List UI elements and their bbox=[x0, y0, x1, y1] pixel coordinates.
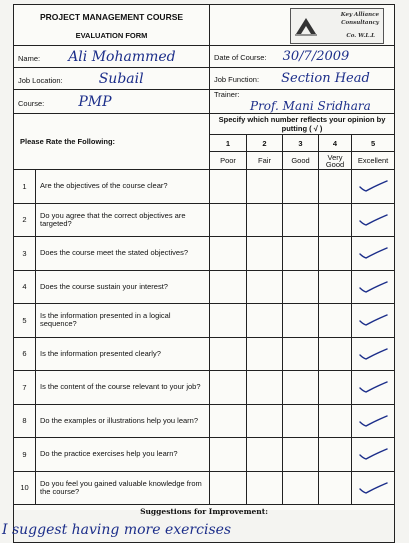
scale-number-1: 1 bbox=[210, 135, 247, 152]
rating-cell-4[interactable] bbox=[319, 170, 352, 204]
rating-cell-2[interactable] bbox=[247, 337, 283, 371]
rating-cell-1[interactable] bbox=[210, 371, 247, 405]
job-location-label: Job Location: bbox=[18, 75, 63, 85]
question-text: Do the examples or illustrations help you learn? bbox=[36, 404, 210, 438]
scale-label-poor: Poor bbox=[210, 152, 247, 170]
evaluation-form-sheet bbox=[2, 4, 394, 538]
course-label: Course: bbox=[18, 98, 45, 108]
rating-cell-1[interactable] bbox=[210, 170, 247, 204]
name-value: Ali Mohammed bbox=[68, 48, 176, 65]
logo-text-line1: Key Alliance bbox=[340, 12, 379, 18]
checkmark-icon bbox=[357, 380, 389, 394]
question-row bbox=[14, 438, 395, 472]
date-label: Date of Course: bbox=[214, 53, 267, 62]
rating-cell-1[interactable] bbox=[210, 404, 247, 438]
checkmark-icon bbox=[357, 481, 389, 495]
question-text: Do the practice exercises help you learn? bbox=[36, 438, 210, 472]
rating-cell-4[interactable] bbox=[319, 471, 352, 505]
job-function-value: Section Head bbox=[281, 71, 370, 86]
rating-cell-4[interactable] bbox=[319, 270, 352, 304]
question-text: Is the information presented clearly? bbox=[36, 337, 210, 371]
rating-cell-3[interactable] bbox=[283, 170, 319, 204]
checkmark-icon bbox=[357, 280, 389, 294]
question-row bbox=[14, 304, 395, 338]
rating-cell-2[interactable] bbox=[247, 203, 283, 237]
suggestions-text: I suggest having more exercises bbox=[2, 522, 232, 538]
scale-label-very-good: Very Good bbox=[319, 152, 352, 170]
rating-cell-5[interactable] bbox=[352, 203, 395, 237]
logo-text-line2: Consultancy bbox=[341, 20, 379, 26]
rating-cell-2[interactable] bbox=[247, 438, 283, 472]
form-header bbox=[14, 5, 210, 46]
scale-number-3: 3 bbox=[283, 135, 319, 152]
checkmark-icon bbox=[357, 347, 389, 361]
rating-cell-3[interactable] bbox=[283, 270, 319, 304]
form-title: PROJECT MANAGEMENT COURSE bbox=[39, 12, 184, 22]
question-row bbox=[14, 337, 395, 371]
trainer-value: Prof. Mani Sridhara bbox=[250, 99, 371, 113]
rating-cell-5[interactable] bbox=[352, 304, 395, 338]
date-value: 30/7/2009 bbox=[282, 49, 350, 64]
question-number: 9 bbox=[14, 438, 36, 472]
rating-prompt: Please Rate the Following: bbox=[14, 114, 210, 170]
question-text: Is the content of the course relevant to your job? bbox=[36, 371, 210, 405]
rating-cell-1[interactable] bbox=[210, 237, 247, 271]
scale-number-5: 5 bbox=[352, 135, 395, 152]
evaluation-form-table bbox=[2, 4, 395, 543]
checkmark-icon bbox=[357, 213, 389, 227]
checkmark-icon bbox=[357, 179, 389, 193]
checkmark-icon bbox=[357, 447, 389, 461]
company-logo bbox=[290, 8, 384, 44]
scale-number-4: 4 bbox=[319, 135, 352, 152]
question-row bbox=[14, 471, 395, 505]
question-text: Do you feel you gained valuable knowledge from the course? bbox=[36, 471, 210, 505]
scale-label-fair: Fair bbox=[247, 152, 283, 170]
rating-cell-2[interactable] bbox=[247, 371, 283, 405]
rating-cell-2[interactable] bbox=[247, 304, 283, 338]
suggestions-title: Suggestions for Improvement: bbox=[14, 505, 395, 519]
question-number: 5 bbox=[14, 304, 36, 338]
rating-cell-2[interactable] bbox=[247, 237, 283, 271]
rating-cell-5[interactable] bbox=[352, 170, 395, 204]
rating-cell-5[interactable] bbox=[352, 471, 395, 505]
rating-cell-5[interactable] bbox=[352, 404, 395, 438]
checkmark-icon bbox=[357, 414, 389, 428]
rating-cell-3[interactable] bbox=[283, 371, 319, 405]
scale-number-2: 2 bbox=[247, 135, 283, 152]
job-location-field[interactable] bbox=[14, 68, 210, 90]
rating-cell-4[interactable] bbox=[319, 304, 352, 338]
question-row bbox=[14, 203, 395, 237]
rating-cell-3[interactable] bbox=[283, 438, 319, 472]
rating-cell-3[interactable] bbox=[283, 237, 319, 271]
form-subtitle: EVALUATION FORM bbox=[75, 31, 148, 40]
question-number: 2 bbox=[14, 203, 36, 237]
question-text: Does the course meet the stated objectives? bbox=[36, 237, 210, 271]
rating-cell-3[interactable] bbox=[283, 203, 319, 237]
rating-cell-2[interactable] bbox=[247, 404, 283, 438]
name-field[interactable] bbox=[14, 46, 210, 68]
question-number: 7 bbox=[14, 371, 36, 405]
rating-cell-4[interactable] bbox=[319, 237, 352, 271]
question-row bbox=[14, 237, 395, 271]
rating-cell-1[interactable] bbox=[210, 203, 247, 237]
rating-cell-5[interactable] bbox=[352, 438, 395, 472]
trainer-label: Trainer: bbox=[214, 90, 240, 99]
question-number: 6 bbox=[14, 337, 36, 371]
question-text: Does the course sustain your interest? bbox=[36, 270, 210, 304]
question-row bbox=[14, 270, 395, 304]
checkmark-icon bbox=[357, 246, 389, 260]
question-number: 8 bbox=[14, 404, 36, 438]
rating-cell-1[interactable] bbox=[210, 337, 247, 371]
rating-cell-3[interactable] bbox=[283, 337, 319, 371]
job-function-label: Job Function: bbox=[214, 75, 260, 84]
rating-instruction: Specify which number reflects your opinion by putting ( √ ) bbox=[210, 114, 395, 135]
rating-cell-5[interactable] bbox=[352, 270, 395, 304]
rating-cell-1[interactable] bbox=[210, 471, 247, 505]
rating-cell-1[interactable] bbox=[210, 270, 247, 304]
question-text: Are the objectives of the course clear? bbox=[36, 170, 210, 204]
rating-cell-5[interactable] bbox=[352, 371, 395, 405]
rating-cell-4[interactable] bbox=[319, 337, 352, 371]
name-label: Name: bbox=[18, 53, 41, 63]
trainer-field[interactable] bbox=[210, 90, 395, 114]
rating-cell-2[interactable] bbox=[247, 471, 283, 505]
logo-mark-icon bbox=[295, 14, 317, 36]
question-row bbox=[14, 371, 395, 405]
question-number: 3 bbox=[14, 237, 36, 271]
question-list bbox=[14, 170, 395, 505]
rating-cell-3[interactable] bbox=[283, 304, 319, 338]
course-value: PMP bbox=[78, 93, 112, 110]
logo-text-line3: Co. W.L.L bbox=[346, 33, 375, 39]
question-text: Is the information presented in a logical sequence? bbox=[36, 304, 210, 338]
rating-cell-5[interactable] bbox=[352, 237, 395, 271]
scale-label-excellent: Excellent bbox=[352, 152, 395, 170]
logo-cell bbox=[210, 5, 395, 46]
question-row bbox=[14, 170, 395, 204]
rating-cell-4[interactable] bbox=[319, 371, 352, 405]
question-number: 1 bbox=[14, 170, 36, 204]
rating-cell-1[interactable] bbox=[210, 304, 247, 338]
suggestions-field[interactable] bbox=[2, 518, 395, 543]
question-number: 4 bbox=[14, 270, 36, 304]
question-number: 10 bbox=[14, 471, 36, 505]
course-field[interactable] bbox=[14, 90, 210, 114]
date-field[interactable] bbox=[210, 46, 395, 68]
rating-cell-5[interactable] bbox=[352, 337, 395, 371]
rating-cell-4[interactable] bbox=[319, 438, 352, 472]
checkmark-icon bbox=[357, 313, 389, 327]
question-text: Do you agree that the correct objectives are targeted? bbox=[36, 203, 210, 237]
rating-cell-4[interactable] bbox=[319, 203, 352, 237]
rating-cell-3[interactable] bbox=[283, 404, 319, 438]
rating-cell-2[interactable] bbox=[247, 270, 283, 304]
question-row bbox=[14, 404, 395, 438]
job-location-value: Subail bbox=[98, 70, 144, 87]
rating-cell-4[interactable] bbox=[319, 404, 352, 438]
rating-cell-1[interactable] bbox=[210, 438, 247, 472]
rating-cell-3[interactable] bbox=[283, 471, 319, 505]
scale-label-good: Good bbox=[283, 152, 319, 170]
rating-cell-2[interactable] bbox=[247, 170, 283, 204]
job-function-field[interactable] bbox=[210, 68, 395, 90]
